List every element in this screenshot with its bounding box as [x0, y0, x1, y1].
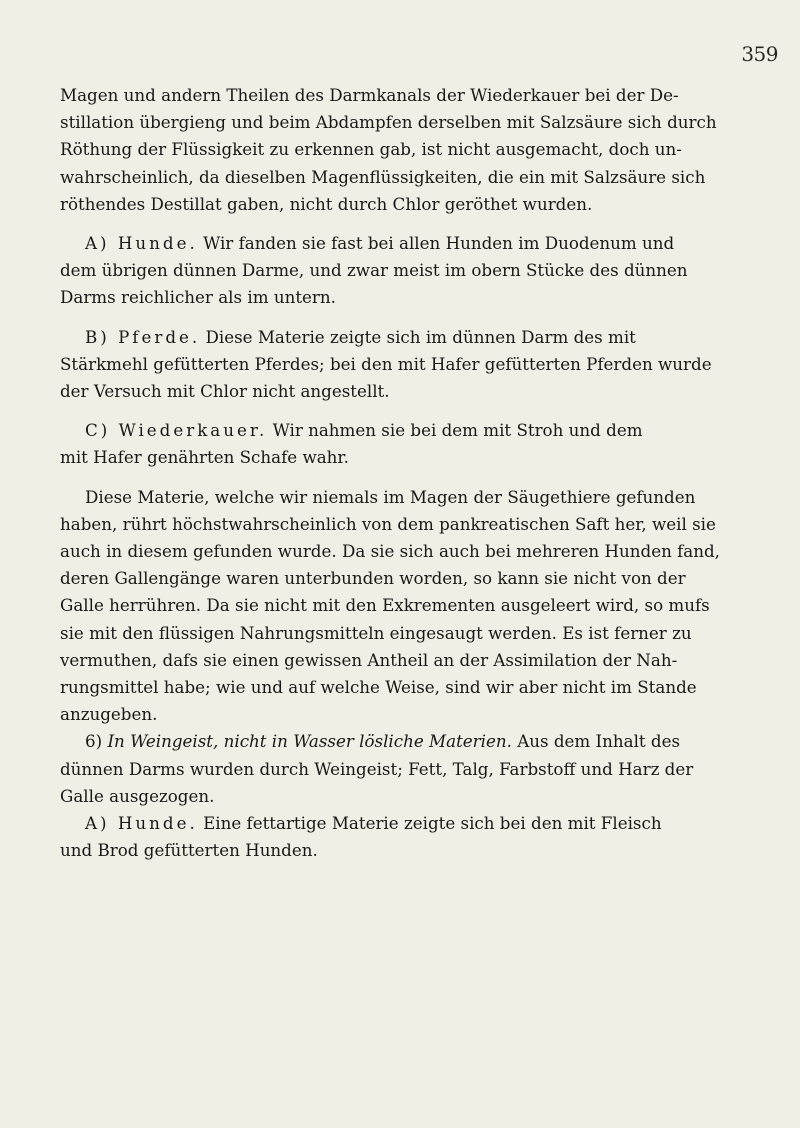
line-text: Eine fettartige Materie zeigte sich bei den mit Fleisch — [197, 813, 662, 834]
text-line: wahrscheinlich, da dieselben Magenflüssigkeiten, die ein mit Salzsäure sich — [60, 166, 706, 187]
text-line — [60, 324, 773, 351]
text-line: Stärkmehl gefütterten Pferdes; bei den mit Hafer gefütterten Pferden wurde — [60, 353, 712, 374]
text-line: und Brod gefütterten Hunden. — [60, 840, 318, 861]
text-line: Röthung der Flüssigkeit zu erkennen gab, ist nicht ausgemacht, doch un- — [60, 139, 682, 160]
text-line: auch in diesem gefunden wurde. Da sie sich auch bei mehreren Hunden fand, — [60, 541, 720, 562]
section-label: C) Wiederkauer. — [85, 420, 268, 441]
text-line: dünnen Darms wurden durch Weingeist; Fett, Talg, Farbstoff und Harz der — [60, 758, 694, 779]
text-line: Darms reichlicher als im untern. — [60, 287, 336, 308]
text-line: deren Gallengänge waren unterbunden worden, so kann sie nicht von der — [60, 568, 686, 589]
text-line: Galle ausgezogen. — [60, 785, 215, 806]
text-line — [60, 728, 773, 755]
text-line: Galle herrühren. Da sie nicht mit den Exkrementen ausgeleert wird, so mufs — [60, 595, 710, 616]
section-label: B) Pferde. — [85, 326, 201, 347]
section-title: In Weingeist, nicht in Wasser lösliche Materien. — [107, 731, 512, 752]
line-text: Wir fanden sie fast bei allen Hunden im Duodenum und — [197, 233, 675, 254]
text-line: dem übrigen dünnen Darme, und zwar meist im obern Stücke des dünnen — [60, 260, 688, 281]
text-line: Magen und andern Theilen des Darmkanals der Wiederkauer bei der De- — [60, 85, 679, 105]
text-line: röthendes Destillat gaben, nicht durch Chlor geröthet wurden. — [60, 193, 593, 214]
section-label: A) Hunde. — [85, 233, 198, 254]
text-line: Diese Materie, welche wir niemals im Magen der Säugethiere gefunden — [85, 486, 696, 507]
page-number: 359 — [741, 42, 778, 66]
line-text: Diese Materie zeigte sich im dünnen Darm des mit — [200, 326, 636, 347]
section-label: 6) — [85, 731, 103, 752]
text-line: vermuthen, dafs sie einen gewissen Antheil an der Assimilation der Nah- — [60, 649, 678, 670]
text-line: anzugeben. — [60, 704, 158, 725]
text-line: der Versuch mit Chlor nicht angestellt. — [60, 381, 390, 402]
section-label: A) Hunde. — [85, 813, 198, 834]
line-text: Wir nahmen sie bei dem mit Stroh und dem — [267, 420, 643, 441]
line-text: Aus dem Inhalt des — [511, 731, 681, 752]
text-line: mit Hafer genährten Schafe wahr. — [60, 447, 349, 468]
text-line: haben, rührt höchstwahrscheinlich von dem pankreatischen Saft her, weil sie — [60, 513, 716, 534]
text-line — [60, 230, 773, 257]
body-text — [60, 82, 773, 864]
text-line: sie mit den flüssigen Nahrungsmitteln eingesaugt werden. Es ist ferner zu — [60, 622, 692, 643]
text-line: stillation übergieng und beim Abdampfen derselben mit Salzsäure sich durch — [60, 112, 717, 133]
text-line — [60, 417, 773, 444]
text-line: rungsmittel habe; wie und auf welche Weise, sind wir aber nicht im Stande — [60, 677, 697, 698]
text-line — [60, 810, 773, 837]
